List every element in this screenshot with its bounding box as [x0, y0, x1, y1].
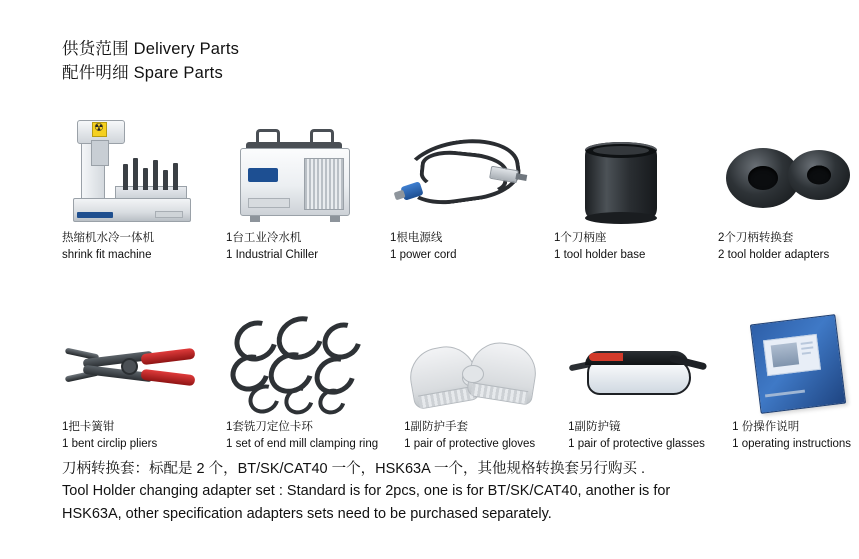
footer-note [62, 458, 819, 525]
part-caption [62, 230, 154, 263]
part-caption-en: 1 tool holder base [554, 248, 646, 261]
footer-line-cn: 刀柄转换套：标配是 2 个，BT/SK/CAT40 一个，HSK63A 一个，其他规格转换套另行购买 . [62, 461, 646, 477]
shrink-fit-machine-icon [62, 112, 200, 222]
tool-holder-adapters-icon [718, 112, 856, 222]
part-caption [62, 419, 157, 452]
parts-row-2 [62, 301, 852, 452]
part-caption-cn: 热缩机水冷一体机 [62, 231, 154, 244]
part-caption-en: 1 bent circlip pliers [62, 437, 158, 450]
parts-grid [62, 112, 852, 453]
part-caption-en: shrink fit machine [62, 248, 152, 261]
part-caption [404, 419, 535, 452]
page-title [62, 38, 801, 86]
part-caption-cn: 1台工业冷水机 [226, 231, 302, 244]
part-item-shrink-fit-machine [62, 112, 200, 263]
part-caption-cn: 1根电源线 [390, 231, 443, 244]
part-caption-cn: 1 份操作说明 [732, 421, 800, 434]
tool-holder-base-icon [554, 112, 692, 222]
part-caption [390, 230, 456, 263]
part-item-tool-holder-base [554, 112, 692, 263]
operating-instructions-icon [732, 301, 859, 411]
part-caption-en: 1 pair of protective glasses [568, 437, 705, 450]
part-item-protective-glasses [568, 301, 706, 452]
part-caption-cn: 1个刀柄座 [554, 231, 607, 244]
title-line-en: 配件明细 Spare Parts [62, 63, 223, 82]
part-caption-en: 1 pair of protective gloves [404, 437, 536, 450]
part-item-clamping-ring-set [226, 301, 378, 452]
protective-gloves-icon [404, 301, 542, 411]
part-caption-en: 1 operating instructions [732, 437, 852, 450]
part-caption-cn: 2个刀柄转换套 [718, 231, 794, 244]
part-caption [226, 230, 318, 263]
part-caption [568, 419, 705, 452]
part-item-protective-gloves [404, 301, 542, 452]
part-caption-en: 1 Industrial Chiller [226, 248, 319, 261]
footer-line-en-2: HSK63A, other specification adapters sets need to be purchased separately. [62, 505, 552, 522]
part-caption [718, 230, 829, 263]
footer-line-en-1: Tool Holder changing adapter set : Standard is for 2pcs, one is for BT/SK/CAT40, another is for [62, 483, 671, 500]
part-caption-en: 1 set of end mill clamping ring [226, 437, 379, 450]
bent-circlip-pliers-icon [62, 301, 200, 411]
industrial-chiller-icon [226, 112, 364, 222]
part-caption [732, 419, 851, 452]
part-caption [554, 230, 645, 263]
parts-row-1 [62, 112, 830, 263]
part-caption-cn: 1套铣刀定位卡环 [226, 421, 313, 434]
part-caption-cn: 1把卡簧钳 [62, 421, 115, 434]
end-mill-clamping-ring-icon [226, 301, 364, 411]
part-caption-cn: 1副防护手套 [404, 421, 469, 434]
protective-glasses-icon [568, 301, 706, 411]
title-line-cn: 供货范围 Delivery Parts [62, 40, 240, 58]
part-caption-cn: 1副防护镜 [568, 421, 621, 434]
part-item-circlip-pliers [62, 301, 200, 452]
part-item-industrial-chiller [226, 112, 364, 263]
part-caption [226, 419, 378, 452]
part-item-operating-instructions [732, 301, 859, 452]
part-caption-en: 1 power cord [390, 248, 457, 261]
power-cord-icon [390, 112, 528, 222]
part-item-power-cord [390, 112, 528, 263]
part-caption-en: 2 tool holder adapters [718, 248, 830, 261]
part-item-tool-holder-adapters [718, 112, 856, 263]
